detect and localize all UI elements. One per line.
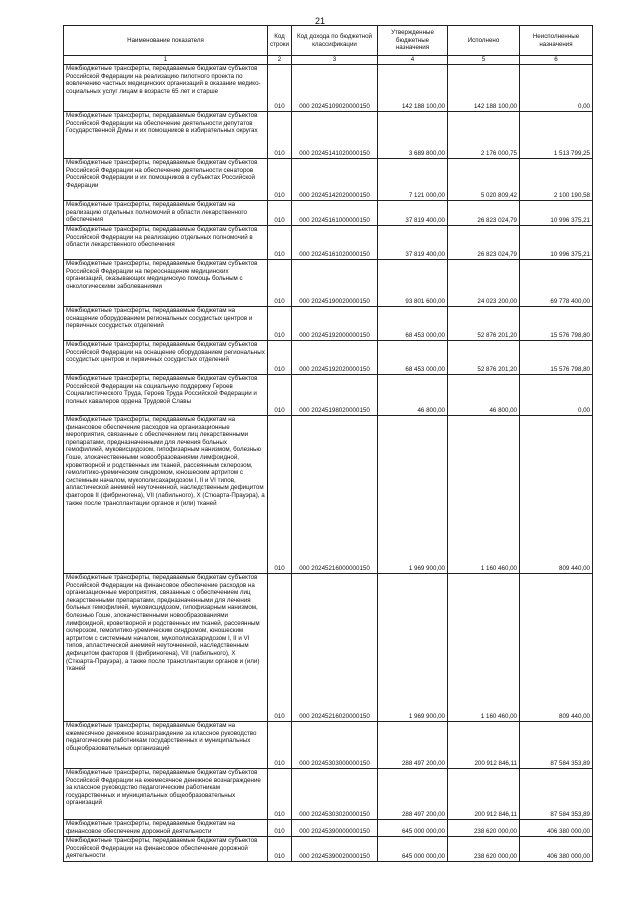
indicator-name: Межбюджетные трансферты, передаваемые бюджетам на ежемесячное денежное вознаграждение за классное руководство педагогическим работникам государственных и муниципальных общеобразовательных организаций xyxy=(64,722,268,769)
header-name: Наименование показателя xyxy=(64,26,268,56)
row-code: 010 xyxy=(268,820,292,837)
executed-amount: 238 620 000,00 xyxy=(448,820,520,837)
indicator-name: Межбюджетные трансферты, передаваемые бюджетам субъектов Российской Федерации на оснащение оборудованием региональных сосудистых центров и первичных сосудистых отделений xyxy=(64,341,268,375)
income-code: 000 20245216020000150 xyxy=(292,574,378,722)
header-approved: Утвержденные бюджетные назначения xyxy=(378,26,448,56)
unexecuted-amount: 0,00 xyxy=(520,65,593,112)
row-code: 010 xyxy=(268,722,292,769)
income-code: 000 20245216000000150 xyxy=(292,416,378,574)
approved-amount: 645 000 000,00 xyxy=(378,820,448,837)
approved-amount: 3 689 800,00 xyxy=(378,112,448,159)
approved-amount: 1 969 900,00 xyxy=(378,416,448,574)
executed-amount: 1 160 460,00 xyxy=(448,574,520,722)
income-code: 000 20245190020000150 xyxy=(292,260,378,307)
column-number: 5 xyxy=(448,56,520,65)
unexecuted-amount: 69 778 400,00 xyxy=(520,260,593,307)
unexecuted-amount: 406 380 000,00 xyxy=(520,820,593,837)
approved-amount: 37 819 400,00 xyxy=(378,226,448,260)
executed-amount: 238 620 000,00 xyxy=(448,837,520,862)
executed-amount: 5 020 809,42 xyxy=(448,159,520,201)
unexecuted-amount: 0,00 xyxy=(520,375,593,416)
indicator-name: Межбюджетные трансферты, передаваемые бюджетам субъектов Российской Федерации на финансовое обеспечение расходов на организационные мероприятия, связанные с обеспечением лиц лекарственными препаратами, предназначенными для лечения больных гемофилией, муковисцидозом, гипофизарным нанизмом, болезнью Гоше, злокачественными новообразованиями лимфоидной, кроветворной и родственных им тканей, рассеянным склерозом, гемолитико-уремическим синдромом, юношеским артритом с системным началом, мукополисахаридозом I, II и VI типов, апластической анемией неуточненной, наследственным дефицитом факторов II (фибриногена), VII (лабильного), X (Стюарта-Прауэра), а также после трансплантации органов и (или) тканей xyxy=(64,574,268,722)
income-code: 000 20245390000000150 xyxy=(292,820,378,837)
income-code: 000 20245141020000150 xyxy=(292,112,378,159)
indicator-name: Межбюджетные трансферты, передаваемые бюджетам субъектов Российской Федерации на социальную поддержку Героев Социалистического Труда, Героев Труда Российской Федерации и полных кавалеров ордена Трудовой Славы xyxy=(64,375,268,416)
income-code: 000 20245303020000150 xyxy=(292,769,378,820)
unexecuted-amount: 406 380 000,00 xyxy=(520,837,593,862)
row-code: 010 xyxy=(268,341,292,375)
table-row xyxy=(64,65,593,112)
income-code: 000 20245161000000150 xyxy=(292,201,378,226)
row-code: 010 xyxy=(268,159,292,201)
unexecuted-amount: 87 584 353,89 xyxy=(520,722,593,769)
unexecuted-amount: 87 584 353,89 xyxy=(520,769,593,820)
approved-amount: 1 969 900,00 xyxy=(378,574,448,722)
executed-amount: 1 160 460,00 xyxy=(448,416,520,574)
column-number: 6 xyxy=(520,56,593,65)
executed-amount: 200 912 846,11 xyxy=(448,722,520,769)
indicator-name: Межбюджетные трансферты, передаваемые бюджетам на финансовое обеспечение дорожной деятельности xyxy=(64,820,268,837)
approved-amount: 46 800,00 xyxy=(378,375,448,416)
income-code: 000 20245303000000150 xyxy=(292,722,378,769)
executed-amount: 26 823 024,79 xyxy=(448,201,520,226)
column-number: 4 xyxy=(378,56,448,65)
column-numbers-row xyxy=(64,56,593,65)
table-row xyxy=(64,260,593,307)
approved-amount: 37 819 400,00 xyxy=(378,201,448,226)
executed-amount: 200 912 846,11 xyxy=(448,769,520,820)
page-number: 21 xyxy=(314,16,325,26)
indicator-name: Межбюджетные трансферты, передаваемые бюджетам на оснащение оборудованием региональных сосудистых центров и первичных сосудистых отделений xyxy=(64,307,268,341)
indicator-name: Межбюджетные трансферты, передаваемые бюджетам субъектов Российской Федерации на реализацию отдельных полномочий в области лекарственного обеспечения xyxy=(64,226,268,260)
approved-amount: 645 000 000,00 xyxy=(378,837,448,862)
table-row xyxy=(64,112,593,159)
approved-amount: 288 497 200,00 xyxy=(378,769,448,820)
income-code: 000 20245109020000150 xyxy=(292,65,378,112)
row-code: 010 xyxy=(268,416,292,574)
approved-amount: 93 801 600,00 xyxy=(378,260,448,307)
approved-amount: 7 121 000,00 xyxy=(378,159,448,201)
budget-execution-table xyxy=(63,25,593,862)
table-row xyxy=(64,226,593,260)
row-code: 010 xyxy=(268,307,292,341)
table-row xyxy=(64,769,593,820)
header-row-code: Код строки xyxy=(268,26,292,56)
executed-amount: 52 876 201,20 xyxy=(448,307,520,341)
unexecuted-amount: 15 576 798,80 xyxy=(520,307,593,341)
indicator-name: Межбюджетные трансферты, передаваемые бюджетам на реализацию отдельных полномочий в области лекарственного обеспечения xyxy=(64,201,268,226)
row-code: 010 xyxy=(268,260,292,307)
unexecuted-amount: 809 440,00 xyxy=(520,416,593,574)
unexecuted-amount: 10 996 375,21 xyxy=(520,201,593,226)
indicator-name: Межбюджетные трансферты, передаваемые бюджетам субъектов Российской Федерации на реализацию пилотного проекта по вовлечению частных медицинских организаций в оказание медико-социальных услуг лицам в возрасте 65 лет и старше xyxy=(64,65,268,112)
column-number: 2 xyxy=(268,56,292,65)
income-code: 000 20245390020000150 xyxy=(292,837,378,862)
indicator-name: Межбюджетные трансферты, передаваемые бюджетам субъектов Российской Федерации на обеспечение деятельности депутатов Государственной Думы и их помощников в избирательных округах xyxy=(64,112,268,159)
table-row xyxy=(64,341,593,375)
header-executed: Исполнено xyxy=(448,26,520,56)
table-row xyxy=(64,375,593,416)
indicator-name: Межбюджетные трансферты, передаваемые бюджетам субъектов Российской Федерации на финансовое обеспечение дорожной деятельности xyxy=(64,837,268,862)
table-row xyxy=(64,820,593,837)
approved-amount: 288 497 200,00 xyxy=(378,722,448,769)
approved-amount: 142 188 100,00 xyxy=(378,65,448,112)
table-row xyxy=(64,837,593,862)
row-code: 010 xyxy=(268,201,292,226)
table-row xyxy=(64,201,593,226)
executed-amount: 46 800,00 xyxy=(448,375,520,416)
row-code: 010 xyxy=(268,375,292,416)
income-code: 000 20245192000000150 xyxy=(292,307,378,341)
row-code: 010 xyxy=(268,65,292,112)
income-code: 000 20245142020000150 xyxy=(292,159,378,201)
row-code: 010 xyxy=(268,837,292,862)
approved-amount: 68 453 000,00 xyxy=(378,307,448,341)
table-row xyxy=(64,722,593,769)
indicator-name: Межбюджетные трансферты, передаваемые бюджетам субъектов Российской Федерации на обеспечение деятельности сенаторов Российской Федерации и их помощников в субъектах Российской Федерации xyxy=(64,159,268,201)
header-unexecuted: Неисполненные назначения xyxy=(520,26,593,56)
table-row xyxy=(64,159,593,201)
table-row xyxy=(64,416,593,574)
executed-amount: 26 823 024,79 xyxy=(448,226,520,260)
income-code: 000 20245198020000150 xyxy=(292,375,378,416)
row-code: 010 xyxy=(268,112,292,159)
column-number: 3 xyxy=(292,56,378,65)
unexecuted-amount: 1 513 799,25 xyxy=(520,112,593,159)
income-code: 000 20245161020000150 xyxy=(292,226,378,260)
executed-amount: 24 023 200,00 xyxy=(448,260,520,307)
unexecuted-amount: 15 576 798,80 xyxy=(520,341,593,375)
table-row xyxy=(64,574,593,722)
indicator-name: Межбюджетные трансферты, передаваемые бюджетам субъектов Российской Федерации на переоснащение медицинских организаций, оказывающих медицинскую помощь больным с онкологическими заболеваниями xyxy=(64,260,268,307)
executed-amount: 52 876 201,20 xyxy=(448,341,520,375)
executed-amount: 2 176 000,75 xyxy=(448,112,520,159)
column-number: 1 xyxy=(64,56,268,65)
header-income-code: Код дохода по бюджетной классификации xyxy=(292,26,378,56)
executed-amount: 142 188 100,00 xyxy=(448,65,520,112)
indicator-name: Межбюджетные трансферты, передаваемые бюджетам на финансовое обеспечение расходов на организационные мероприятия, связанные с обеспечением лиц лекарственными препаратами, предназначенными для лечения больных гемофилией, муковисцидозом, гипофизарным нанизмом, болезнью Гоше, злокачественными новообразованиями лимфоидной, кроветворной и родственных им тканей, рассеянным склерозом, гемолитико-уремическим синдромом, юношеским артритом с системным началом, мукополисахаридозом I, II и VI типов, апластической анемией неуточненной, наследственным дефицитом факторов II (фибриногена), VII (лабильного), X (Стюарта-Прауэра), а также после трансплантации органов и (или) тканей xyxy=(64,416,268,574)
table-row xyxy=(64,307,593,341)
unexecuted-amount: 2 100 190,58 xyxy=(520,159,593,201)
income-code: 000 20245192020000150 xyxy=(292,341,378,375)
row-code: 010 xyxy=(268,574,292,722)
indicator-name: Межбюджетные трансферты, передаваемые бюджетам субъектов Российской Федерации на ежемесячное денежное вознаграждение за классное руководство педагогическим работникам государственных и муниципальных общеобразовательных организаций xyxy=(64,769,268,820)
approved-amount: 68 453 000,00 xyxy=(378,341,448,375)
row-code: 010 xyxy=(268,226,292,260)
unexecuted-amount: 10 996 375,21 xyxy=(520,226,593,260)
table-header-row xyxy=(64,26,593,56)
unexecuted-amount: 809 440,00 xyxy=(520,574,593,722)
row-code: 010 xyxy=(268,769,292,820)
